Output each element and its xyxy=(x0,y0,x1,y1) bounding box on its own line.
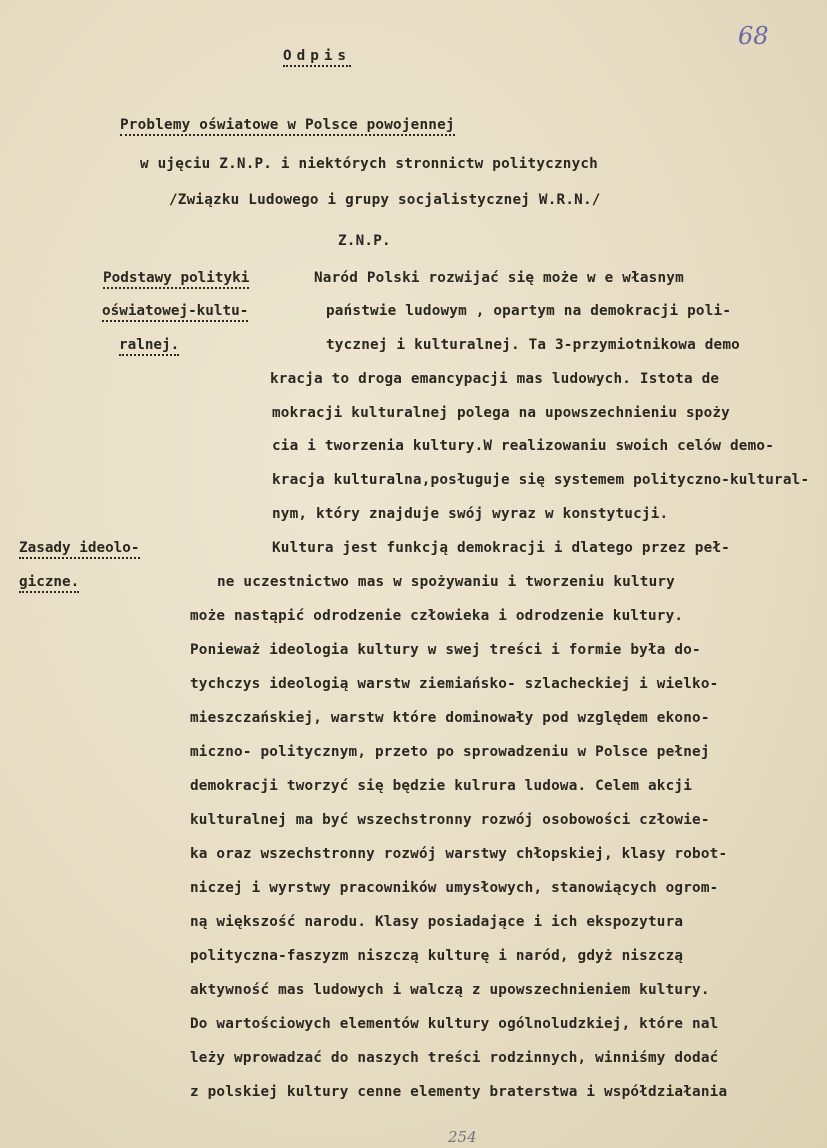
margin-note-1-line-3: ralnej. xyxy=(119,337,179,356)
margin-note-2-line-2: giczne. xyxy=(19,574,79,593)
section-label: Z.N.P. xyxy=(338,233,391,249)
handwritten-footer-number: 254 xyxy=(448,1128,477,1146)
body-line: z polskiej kultury cenne elementy braterstwa i współdziałania xyxy=(190,1084,728,1100)
body-line: ną większość narodu. Klasy posiadające i ich ekspozytura xyxy=(190,914,684,930)
body-line: kulturalnej ma być wszechstronny rozwój osobowości człowie- xyxy=(190,812,710,828)
body-line: tycznej i kulturalnej. Ta 3-przymiotnikowa demo xyxy=(326,337,740,353)
body-line: Do wartościowych elementów kultury ogólnoludzkiej, które nal xyxy=(190,1016,719,1032)
body-line: Kultura jest funkcją demokracji i dlatego przez peł- xyxy=(272,540,730,556)
body-line: mokracji kulturalnej polega na upowszechnieniu spoży xyxy=(272,405,730,421)
title-line-3: /Związku Ludowego i grupy socjalistycznej W.R.N./ xyxy=(169,192,601,208)
handwritten-page-number: 68 xyxy=(738,22,769,50)
body-line: Ponieważ ideologia kultury w swej treści i formie była do- xyxy=(190,642,701,658)
body-line: niczej i wyrstwy pracowników umysłowych, stanowiących ogrom- xyxy=(190,880,719,896)
body-line: kracja kulturalna,posługuje się systemem polityczno-kultural- xyxy=(272,472,810,488)
body-line: demokracji tworzyć się będzie kulrura ludowa. Celem akcji xyxy=(190,778,693,794)
body-line: może nastąpić odrodzenie człowieka i odrodzenie kultury. xyxy=(190,608,684,624)
body-line: ne uczestnictwo mas w spożywaniu i tworzeniu kultury xyxy=(217,574,675,590)
title-line-1: Problemy oświatowe w Polsce powojennej xyxy=(120,117,455,136)
body-line: tychczys ideologią warstw ziemiańsko- szlacheckiej i wielko- xyxy=(190,676,719,692)
margin-note-1-line-2: oświatowej-kultu- xyxy=(102,303,248,322)
body-line: ka oraz wszechstronny rozwój warstwy chłopskiej, klasy robot- xyxy=(190,846,728,862)
body-line: leży wprowadzać do naszych treści rodzinnych, winniśmy dodać xyxy=(190,1050,719,1066)
margin-note-2-line-1: Zasady ideolo- xyxy=(19,540,140,559)
body-line: kracja to droga emancypacji mas ludowych. Istota de xyxy=(270,371,720,387)
body-line: państwie ludowym , opartym na demokracji poli- xyxy=(326,303,732,319)
body-line: Naród Polski rozwijać się może w e własnym xyxy=(314,270,684,286)
title-line-2: w ujęciu Z.N.P. i niektórych stronnictw politycznych xyxy=(140,156,598,172)
body-line: aktywność mas ludowych i walczą z upowszechnieniem kultury. xyxy=(190,982,710,998)
body-line: mieszczańskiej, warstw które dominowały pod względem ekono- xyxy=(190,710,710,726)
body-line: polityczna-faszyzm niszczą kulturę i naród, gdyż niszczą xyxy=(190,948,684,964)
document-heading: Odpis xyxy=(283,48,351,67)
body-line: nym, który znajduje swój wyraz w konstytucji. xyxy=(272,506,669,522)
body-line: miczno- politycznym, przeto po sprowadzeniu w Polsce pełnej xyxy=(190,744,710,760)
margin-note-1-line-1: Podstawy polityki xyxy=(103,270,249,289)
body-line: cia i tworzenia kultury.W realizowaniu swoich celów demo- xyxy=(272,438,775,454)
